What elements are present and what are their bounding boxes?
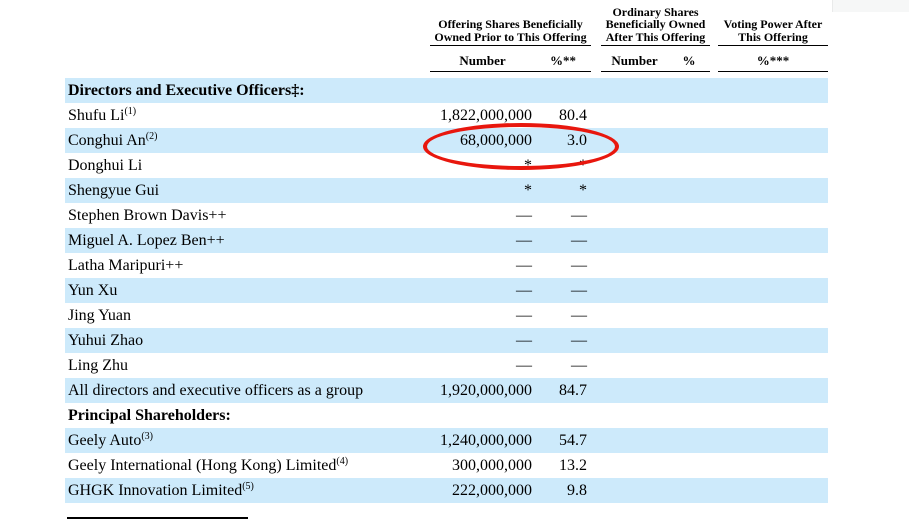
shares-number-after-cell (601, 253, 668, 278)
column-gap (710, 428, 718, 453)
shares-number-prior-cell: — (516, 282, 532, 299)
holder-name: Conghui An (68, 132, 146, 149)
shares-percent-after-cell (668, 278, 710, 303)
shares-percent-after-cell (668, 203, 710, 228)
voting-power-percent-cell (718, 153, 828, 178)
column-gap (591, 328, 601, 353)
shares-percent-after-cell (668, 253, 710, 278)
holder-name: Geely International (Hong Kong) Limited (68, 457, 337, 474)
column-gap (710, 328, 718, 353)
beneficial-ownership-table (65, 5, 828, 503)
holder-name: Shengyue Gui (68, 182, 160, 199)
shares-percent-prior-cell: * (579, 182, 587, 199)
column-gap (591, 253, 601, 278)
voting-power-percent-cell (718, 453, 828, 478)
shares-number-prior-cell: — (516, 357, 532, 374)
shares-percent-prior-cell: — (571, 332, 587, 349)
holder-name-cell (65, 153, 430, 178)
shares-number-after-cell (601, 478, 668, 503)
shares-percent-after-cell (668, 228, 710, 253)
shares-number-prior-cell: 68,000,000 (460, 132, 532, 149)
shares-number-after-cell (601, 378, 668, 403)
table-row (65, 403, 828, 428)
voting-power-percent-column-header: %*** (718, 51, 828, 72)
shares-number-prior-cell: — (516, 257, 532, 274)
column-gap (710, 378, 718, 403)
shares-percent-prior-cell: — (571, 307, 587, 324)
holder-name: Donghui Li (68, 157, 143, 174)
shares-number-prior-cell: — (516, 332, 532, 349)
page-corner-artifact (832, 0, 909, 12)
holder-name: Geely Auto (68, 432, 142, 449)
shares-percent-after-cell (668, 403, 710, 428)
voting-power-percent-cell (718, 253, 828, 278)
holder-name-cell (65, 103, 430, 128)
shares-number-after-cell (601, 428, 668, 453)
shares-number-prior-cell: 300,000,000 (452, 457, 532, 474)
holder-name-cell (65, 478, 430, 503)
shares-percent-prior-cell: * (579, 157, 587, 174)
holder-name: Miguel A. Lopez Ben++ (68, 232, 225, 249)
table-row (65, 328, 828, 353)
shares-number-prior-cell (430, 78, 535, 103)
table-row (65, 228, 828, 253)
column-gap (710, 303, 718, 328)
footnote-superscript: (2) (145, 131, 158, 142)
column-gap (591, 178, 601, 203)
shares-number-after-cell (601, 278, 668, 303)
shares-percent-after-cell (668, 428, 710, 453)
column-gap (591, 428, 601, 453)
shares-percent-after-cell (668, 378, 710, 403)
shares-percent-after-cell (668, 128, 710, 153)
column-group-header-row (65, 5, 828, 46)
shares-number-after-cell (601, 153, 668, 178)
column-gap (710, 228, 718, 253)
shares-number-prior-cell: 1,920,000,000 (440, 382, 532, 399)
shares-percent-prior-cell: 3.0 (567, 132, 587, 149)
holder-name-cell (65, 328, 430, 353)
table-row (65, 428, 828, 453)
column-gap (710, 353, 718, 378)
table-row (65, 178, 828, 203)
shares-percent-prior-cell: — (571, 232, 587, 249)
holder-name: Jing Yuan (68, 307, 131, 324)
shares-percent-after-cell (668, 178, 710, 203)
column-gap (710, 203, 718, 228)
shares-number-after-cell (601, 203, 668, 228)
shares-percent-prior-cell: 80.4 (559, 107, 587, 124)
holder-name-cell (65, 428, 430, 453)
table-row (65, 253, 828, 278)
holder-name-cell (65, 453, 430, 478)
holder-name: Yun Xu (68, 282, 118, 299)
column-gap (591, 403, 601, 428)
table-row (65, 478, 828, 503)
shares-number-prior-cell: — (516, 307, 532, 324)
shares-number-after-cell (601, 453, 668, 478)
shares-percent-prior-cell: 9.8 (567, 482, 587, 499)
table-row (65, 378, 828, 403)
shares-percent-prior-cell: — (571, 257, 587, 274)
holder-name: Principal Shareholders: (68, 407, 231, 424)
voting-power-percent-cell (718, 203, 828, 228)
voting-power-percent-cell (718, 328, 828, 353)
footnote-superscript: (1) (124, 106, 137, 117)
shares-percent-prior-cell: 13.2 (559, 457, 587, 474)
shares-percent-after-cell (668, 328, 710, 353)
column-gap (591, 303, 601, 328)
table-row (65, 353, 828, 378)
holder-name-cell (65, 378, 430, 403)
shares-number-after-cell (601, 103, 668, 128)
column-gap (591, 378, 601, 403)
shares-number-prior-cell: 222,000,000 (452, 482, 532, 499)
column-gap (591, 353, 601, 378)
shares-percent-prior-cell: 84.7 (559, 382, 587, 399)
shares-percent-prior-cell: 54.7 (559, 432, 587, 449)
shares-number-after-cell (601, 178, 668, 203)
voting-power-percent-cell (718, 278, 828, 303)
shares-number-after-cell (601, 353, 668, 378)
column-gap (710, 178, 718, 203)
shares-number-after-cell (601, 403, 668, 428)
column-gap (591, 453, 601, 478)
holder-name: Shufu Li (68, 107, 125, 124)
holder-name-cell (65, 353, 430, 378)
holder-name-cell (65, 203, 430, 228)
voting-power-percent-cell (718, 78, 828, 103)
shares-number-prior-cell (430, 403, 535, 428)
column-gap (710, 78, 718, 103)
shares-number-after-cell (601, 78, 668, 103)
table-row (65, 203, 828, 228)
voting-power-percent-cell (718, 128, 828, 153)
shares-percent-after-cell (668, 303, 710, 328)
shares-number-prior-cell: * (524, 182, 532, 199)
holder-name: Yuhui Zhao (68, 332, 144, 349)
column-gap (591, 228, 601, 253)
voting-power-percent-cell (718, 353, 828, 378)
shares-number-prior-cell: 1,822,000,000 (440, 107, 532, 124)
voting-power-percent-cell (718, 228, 828, 253)
column-gap (710, 403, 718, 428)
shares-percent-after-cell (668, 353, 710, 378)
percent-prior-column-header: %** (535, 51, 591, 72)
voting-power-group-header: Voting Power After This Offering (718, 18, 828, 46)
shares-percent-after-cell (668, 78, 710, 103)
voting-power-percent-cell (718, 103, 828, 128)
table-row (65, 278, 828, 303)
holder-name: Latha Maripuri++ (68, 257, 184, 274)
column-gap (710, 103, 718, 128)
shares-number-prior-cell: — (516, 232, 532, 249)
holder-name-cell (65, 128, 430, 153)
table-row (65, 453, 828, 478)
ordinary-shares-after-group-header: Ordinary Shares Beneficially Owned After This Offering (601, 6, 710, 47)
column-gap (591, 278, 601, 303)
sub-header-row (65, 46, 828, 72)
voting-power-percent-cell (718, 303, 828, 328)
shares-percent-prior-cell: — (571, 207, 587, 224)
shares-percent-prior-cell: — (571, 282, 587, 299)
voting-power-percent-cell (718, 178, 828, 203)
holder-name: GHGK Innovation Limited (68, 482, 243, 499)
shares-number-prior-cell: — (516, 207, 532, 224)
number-after-column-header: Number (601, 51, 668, 72)
holder-name-cell (65, 278, 430, 303)
footnote-superscript: (4) (336, 456, 349, 467)
column-gap (591, 478, 601, 503)
holder-name-cell (65, 78, 430, 103)
table-row (65, 103, 828, 128)
shares-number-after-cell (601, 328, 668, 353)
column-gap (710, 128, 718, 153)
percent-after-column-header: % (668, 51, 710, 72)
offering-shares-prior-group-header: Offering Shares Beneficially Owned Prior to This Offering (430, 18, 591, 46)
column-gap (710, 278, 718, 303)
shares-percent-after-cell (668, 453, 710, 478)
holder-name-cell (65, 303, 430, 328)
footnote-superscript: (5) (242, 481, 254, 492)
shares-percent-prior-cell (535, 403, 591, 428)
shares-number-after-cell (601, 228, 668, 253)
shares-number-prior-cell: * (524, 157, 532, 174)
holder-name: Stephen Brown Davis++ (68, 207, 227, 224)
footnote-separator-rule (67, 517, 248, 519)
column-gap (710, 453, 718, 478)
holder-name: Ling Zhu (68, 357, 128, 374)
holder-name-cell (65, 228, 430, 253)
number-prior-column-header: Number (430, 51, 535, 72)
column-gap (591, 203, 601, 228)
shares-percent-after-cell (668, 103, 710, 128)
holder-name: All directors and executive officers as a group (68, 382, 364, 399)
holder-name-cell (65, 253, 430, 278)
voting-power-percent-cell (718, 403, 828, 428)
table-row (65, 78, 828, 103)
holder-name-cell (65, 178, 430, 203)
shares-percent-after-cell (668, 478, 710, 503)
holder-name-cell (65, 403, 430, 428)
column-gap (710, 153, 718, 178)
shares-number-prior-cell: 1,240,000,000 (440, 432, 532, 449)
holder-name: Directors and Executive Officers‡: (68, 82, 305, 99)
voting-power-percent-cell (718, 478, 828, 503)
shares-number-after-cell (601, 303, 668, 328)
column-gap (710, 478, 718, 503)
table-row (65, 303, 828, 328)
footnote-superscript: (3) (141, 431, 153, 442)
shares-percent-after-cell (668, 153, 710, 178)
column-gap (591, 78, 601, 103)
voting-power-percent-cell (718, 428, 828, 453)
column-gap (710, 253, 718, 278)
column-gap (591, 103, 601, 128)
shares-percent-prior-cell: — (571, 357, 587, 374)
voting-power-percent-cell (718, 378, 828, 403)
highlight-ellipse-annotation (423, 123, 619, 170)
shares-percent-prior-cell (535, 78, 591, 103)
